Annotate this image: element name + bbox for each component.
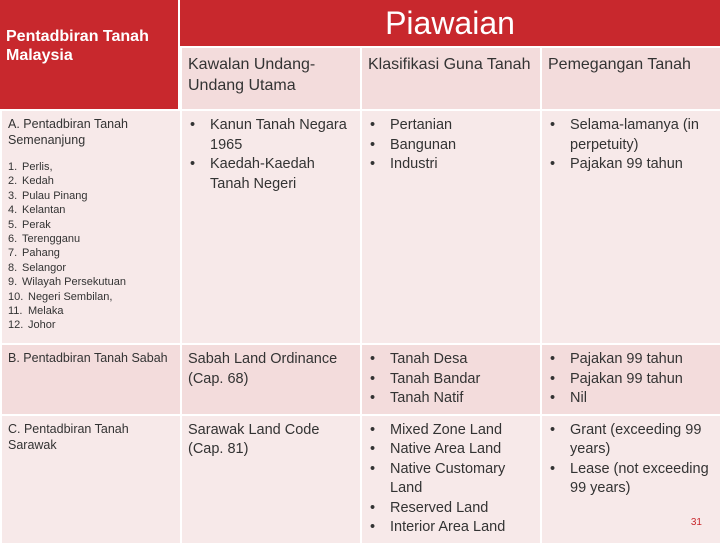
state-number: 5.: [8, 218, 18, 231]
state-name: Pulau Pinang: [22, 189, 88, 202]
state-number: 1.: [8, 161, 18, 173]
slide-title: Piawaian: [180, 0, 720, 46]
standards-table: [0, 46, 720, 545]
list-item: • Mixed Zone Land: [368, 421, 534, 441]
list-item: • Pajakan 99 tahun: [548, 370, 714, 390]
list-item: • Nil: [548, 389, 714, 409]
page-number: 31: [690, 517, 702, 528]
row-label-sarawak: C. Pentadbiran Tanah Sarawak: [1, 415, 181, 544]
state-name: Kelantan: [22, 204, 66, 217]
table-row-sarawak: [1, 415, 720, 544]
state-name: Johor: [28, 319, 56, 332]
state-item: [8, 218, 174, 232]
state-name: Wilayah Persekutuan: [22, 276, 126, 289]
list-item: • Industri: [368, 155, 534, 175]
state-item: [8, 203, 174, 217]
list-item: • Kaedah-Kaedah Tanah Negeri: [188, 155, 354, 194]
cell-classification-semenanjung: [361, 110, 541, 344]
state-number: 7.: [8, 247, 18, 260]
state-item: [8, 189, 174, 203]
row-label-text: A. Pentadbiran Tanah Semenanjung: [8, 117, 129, 147]
state-number: 4.: [8, 204, 18, 217]
list-item: • Selama-lamanya (in perpetuity): [548, 116, 714, 155]
state-number: 3.: [8, 189, 18, 202]
state-name: Pahang: [22, 247, 60, 260]
state-number: 8.: [8, 261, 18, 274]
list-item: • Tanah Desa: [368, 350, 534, 370]
state-number: 2.: [8, 175, 18, 188]
state-item: [8, 290, 174, 304]
list-item: • Lease (not exceeding 99 years): [548, 460, 714, 499]
cell-law-sabah: Sabah Land Ordinance (Cap. 68): [181, 344, 361, 415]
state-name: Perak: [22, 218, 51, 231]
list-item: • Native Customary Land: [368, 460, 534, 499]
state-item: [8, 174, 174, 188]
list-item: • Grant (exceeding 99 years): [548, 421, 714, 460]
state-name: Kedah: [22, 175, 54, 188]
list-item: • Reserved Land: [368, 499, 534, 519]
list-item: • Tanah Bandar: [368, 370, 534, 390]
cell-law-semenanjung: [181, 110, 361, 344]
list-item: • Tanah Natif: [368, 389, 534, 409]
state-name: Perlis,: [22, 161, 53, 173]
section-title: Pentadbiran Tanah Malaysia: [0, 0, 178, 109]
row-label-semenanjung: [1, 110, 181, 344]
state-item: [8, 160, 174, 174]
list-item: • Native Area Land: [368, 440, 534, 460]
state-number: 6.: [8, 233, 18, 246]
list-item: • Bangunan: [368, 136, 534, 156]
list-item: • Kanun Tanah Negara 1965: [188, 116, 354, 155]
state-name: Selangor: [22, 261, 67, 274]
cell-tenure-semenanjung: [541, 110, 720, 344]
header-classification: Klasifikasi Guna Tanah: [361, 47, 541, 110]
state-number: 9.: [8, 276, 18, 289]
list-item: • Pajakan 99 tahun: [548, 350, 714, 370]
table-header-row: [1, 47, 720, 110]
cell-classification-sarawak: [361, 415, 541, 544]
state-item: [8, 261, 174, 275]
table-row-sabah: [1, 344, 720, 415]
state-name: Melaka: [28, 305, 64, 318]
state-item: [8, 304, 174, 318]
cell-law-sarawak: Sarawak Land Code (Cap. 81): [181, 415, 361, 544]
header-law: Kawalan Undang-Undang Utama: [181, 47, 361, 110]
table-row-semenanjung: [1, 110, 720, 344]
state-number: 12.: [8, 319, 24, 332]
cell-tenure-sabah: [541, 344, 720, 415]
list-item: • Pertanian: [368, 116, 534, 136]
row-label-sabah: B. Pentadbiran Tanah Sabah: [1, 344, 181, 415]
state-item: [8, 275, 174, 289]
cell-classification-sabah: [361, 344, 541, 415]
header-empty-cell: [1, 47, 181, 110]
state-item: [8, 318, 174, 332]
state-item: [8, 246, 174, 260]
list-item: • Pajakan 99 tahun: [548, 155, 714, 175]
header-tenure: Pemegangan Tanah: [541, 47, 720, 110]
list-item: • Interior Area Land: [368, 518, 534, 538]
state-item: [8, 232, 174, 246]
state-name: Terengganu: [22, 233, 81, 246]
states-list: [8, 160, 174, 333]
state-number: 11.: [8, 305, 23, 318]
state-name: Negeri Sembilan,: [28, 290, 113, 303]
state-number: 10.: [8, 290, 24, 303]
